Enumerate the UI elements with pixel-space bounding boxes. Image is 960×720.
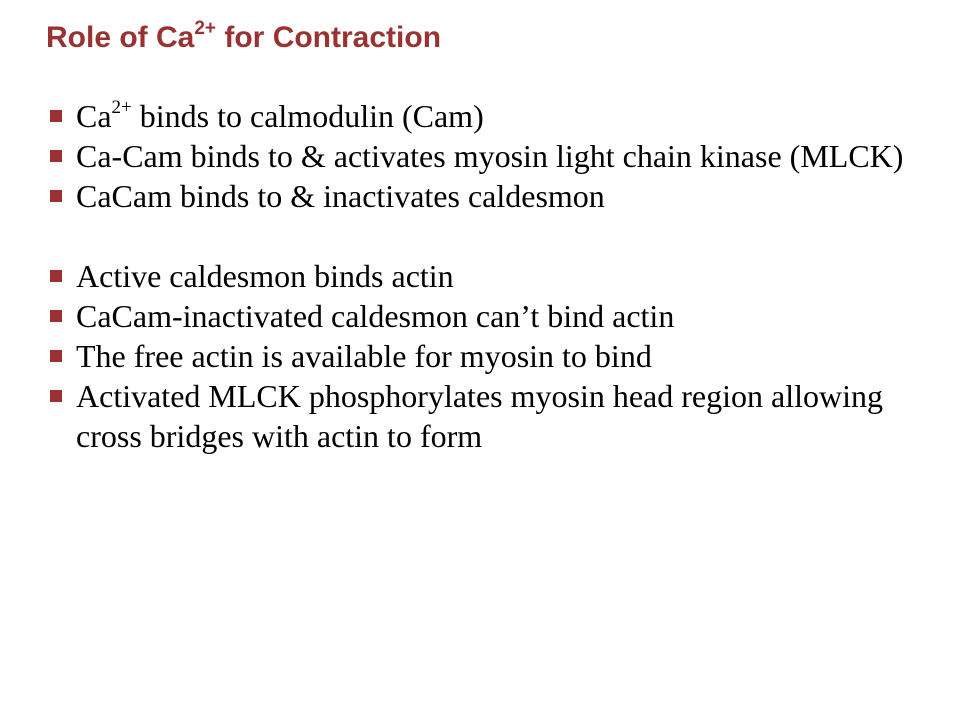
- bullet-text: Active caldesmon binds actin: [76, 258, 454, 294]
- bullet-text: binds to calmodulin (Cam): [131, 98, 484, 134]
- square-bullet-icon: [50, 350, 62, 362]
- bullet-item: [46, 176, 926, 216]
- bullet-item: [46, 336, 926, 376]
- bullet-item: [46, 136, 926, 176]
- bullet-text: The free actin is available for myosin to bind: [76, 338, 652, 374]
- square-bullet-icon: [50, 270, 62, 282]
- bullet-text: CaCam-inactivated caldesmon can’t bind actin: [76, 298, 675, 334]
- bullet-text: CaCam binds to & inactivates caldesmon: [76, 178, 605, 214]
- square-bullet-icon: [50, 150, 62, 162]
- square-bullet-icon: [50, 390, 62, 402]
- bullet-item: [46, 256, 926, 296]
- bullet-text: Activated MLCK phosphorylates myosin head region allowing cross bridges with actin to form: [76, 378, 883, 454]
- title-suffix: for Contraction: [216, 21, 442, 54]
- bullet-superscript: 2+: [111, 97, 132, 119]
- slide-title: [46, 14, 441, 62]
- bullet-item: [46, 96, 926, 136]
- square-bullet-icon: [50, 310, 62, 322]
- bullet-item: [46, 376, 926, 456]
- square-bullet-icon: [50, 110, 62, 122]
- bullet-text: Ca-Cam binds to & activates myosin light chain kinase (MLCK): [76, 138, 904, 174]
- title-superscript: 2+: [194, 18, 217, 39]
- square-bullet-icon: [50, 190, 62, 202]
- bullet-item: [46, 296, 926, 336]
- bullet-text-prefix: Ca: [76, 98, 112, 134]
- title-prefix: Role of Ca: [46, 21, 195, 54]
- bullet-group-spacer: [46, 216, 926, 256]
- bullet-list: [46, 96, 926, 456]
